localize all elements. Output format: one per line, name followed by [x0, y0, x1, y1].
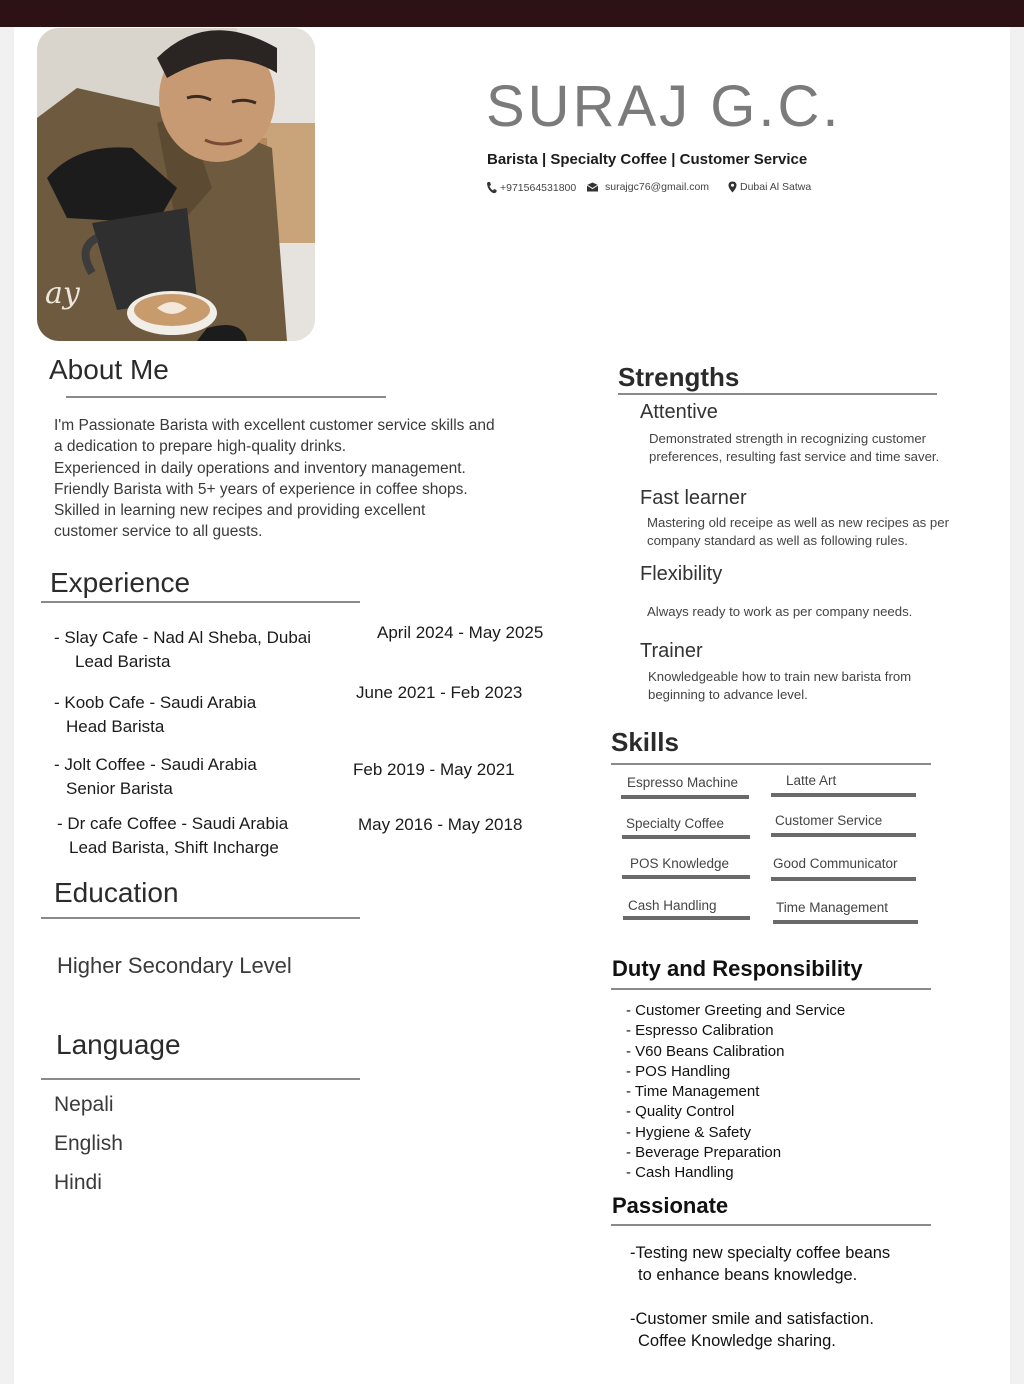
- phone-icon: [486, 181, 497, 194]
- experience-rule: [41, 601, 360, 603]
- duty-item: - Espresso Calibration: [626, 1022, 774, 1040]
- about-line: a dedication to prepare high-quality drinks.: [54, 438, 347, 456]
- job-dates: June 2021 - Feb 2023: [356, 683, 523, 702]
- about-text: [54, 415, 495, 543]
- job-company: - Dr cafe Coffee - Saudi Arabia: [57, 814, 289, 833]
- phone-text: +971564531800: [500, 181, 577, 194]
- top-bar: [0, 0, 1024, 27]
- passionate-line: to enhance beans knowledge.: [638, 1266, 858, 1284]
- about-line: Experienced in daily operations and inventory management.: [54, 459, 466, 477]
- language-rule: [41, 1078, 360, 1080]
- skill-bar: [771, 833, 916, 837]
- job-company: - Jolt Coffee - Saudi Arabia: [54, 755, 257, 774]
- strength-desc: [647, 514, 949, 550]
- passionate-title: Passionate: [612, 1193, 729, 1218]
- profile-photo: [37, 28, 315, 341]
- duty-item: - Hygiene & Safety: [626, 1123, 752, 1141]
- skill-bar: [771, 793, 916, 797]
- skill-bar: [622, 875, 750, 879]
- skill-bar: [773, 920, 918, 924]
- duty-item: - Beverage Preparation: [626, 1144, 782, 1162]
- svg-text:ay: ay: [45, 276, 80, 311]
- education-level: Higher Secondary Level: [57, 953, 292, 978]
- contact-email: [586, 181, 709, 193]
- passionate-line: Coffee Knowledge sharing.: [638, 1332, 836, 1350]
- skill-label: Time Management: [776, 900, 889, 915]
- language-item: Nepali: [54, 1093, 114, 1116]
- skill-label: Espresso Machine: [627, 775, 739, 790]
- location-text: Dubai Al Satwa: [740, 181, 812, 193]
- strength-name: Attentive: [640, 401, 718, 423]
- job-company: - Koob Cafe - Saudi Arabia: [54, 693, 257, 712]
- strength-name: Trainer: [640, 640, 703, 662]
- location-pin-icon: [728, 181, 737, 193]
- duty-item: - POS Handling: [626, 1062, 731, 1080]
- strength-desc: [647, 603, 912, 621]
- duties-list: [626, 1001, 845, 1184]
- about-line: Friendly Barista with 5+ years of experience in coffee shops.: [54, 480, 468, 498]
- duties-title: Duty and Responsibility: [612, 956, 863, 981]
- job-role: Senior Barista: [66, 779, 173, 798]
- about-title: About Me: [49, 354, 169, 385]
- strength-desc-line: beginning to advance level.: [648, 687, 808, 702]
- duty-item: - Customer Greeting and Service: [626, 1002, 846, 1019]
- experience-title: Experience: [50, 567, 191, 598]
- language-item: English: [54, 1132, 123, 1155]
- job-role: Lead Barista, Shift Incharge: [69, 838, 279, 857]
- skill-label: Specialty Coffee: [626, 816, 725, 831]
- education-rule: [41, 917, 360, 919]
- candidate-tagline: Barista | Specialty Coffee | Customer Service: [487, 151, 808, 168]
- strength-desc-line: Knowledgeable how to train new barista from: [648, 669, 912, 684]
- job-company: - Slay Cafe - Nad Al Sheba, Dubai: [54, 628, 312, 647]
- job-dates: Feb 2019 - May 2021: [353, 760, 515, 779]
- strength-desc-line: company standard as well as following rules.: [647, 533, 908, 548]
- passionate-line: -Testing new specialty coffee beans: [630, 1244, 891, 1262]
- language-title: Language: [56, 1029, 181, 1060]
- about-line: customer service to all guests.: [54, 523, 263, 541]
- duty-item: - Quality Control: [626, 1103, 735, 1121]
- job-dates: May 2016 - May 2018: [358, 815, 523, 834]
- strength-desc: [649, 430, 939, 466]
- skill-bar: [622, 835, 750, 839]
- skills-title: Skills: [611, 727, 679, 757]
- education-title: Education: [54, 877, 179, 908]
- strength-desc-line: Always ready to work as per company needs.: [647, 604, 913, 619]
- skill-label: POS Knowledge: [630, 856, 730, 871]
- email-text: surajgc76@gmail.com: [605, 181, 710, 193]
- skill-label: Latte Art: [786, 773, 837, 788]
- strength-desc-line: Mastering old receipe as well as new recipes as per: [647, 515, 949, 530]
- skill-label: Cash Handling: [628, 898, 717, 913]
- skill-bar: [623, 916, 750, 920]
- duty-item: - V60 Beans Calibration: [626, 1042, 785, 1060]
- job-role: Head Barista: [66, 717, 165, 736]
- about-rule: [66, 396, 386, 398]
- skill-label: Customer Service: [775, 813, 883, 828]
- passionate-line: -Customer smile and satisfaction.: [630, 1310, 874, 1328]
- strength-desc-line: Demonstrated strength in recognizing customer: [649, 431, 927, 446]
- passionate-rule: [611, 1224, 931, 1226]
- candidate-name: SURAJ G.C.: [486, 74, 842, 139]
- strength-desc: [648, 668, 911, 704]
- contact-phone: [486, 181, 576, 194]
- about-line: Skilled in learning new recipes and providing excellent: [54, 502, 426, 520]
- duty-item: - Cash Handling: [626, 1164, 734, 1182]
- skill-label: Good Communicator: [773, 856, 898, 871]
- skill-bar: [771, 877, 916, 881]
- job-dates: April 2024 - May 2025: [377, 623, 544, 642]
- duties-rule: [611, 988, 931, 990]
- mail-icon: [586, 182, 599, 192]
- strengths-rule: [618, 393, 937, 395]
- strength-desc-line: preferences, resulting fast service and time saver.: [649, 449, 940, 464]
- about-line: I'm Passionate Barista with excellent customer service skills and: [54, 417, 495, 434]
- job-role: Lead Barista: [75, 652, 171, 671]
- skills-rule: [611, 763, 931, 765]
- strength-name: Fast learner: [640, 487, 747, 509]
- contact-location: [728, 181, 811, 193]
- language-item: Hindi: [54, 1171, 102, 1194]
- duty-item: - Time Management: [626, 1083, 760, 1101]
- strength-name: Flexibility: [640, 563, 723, 585]
- skill-bar: [621, 795, 749, 799]
- strengths-title: Strengths: [618, 362, 740, 392]
